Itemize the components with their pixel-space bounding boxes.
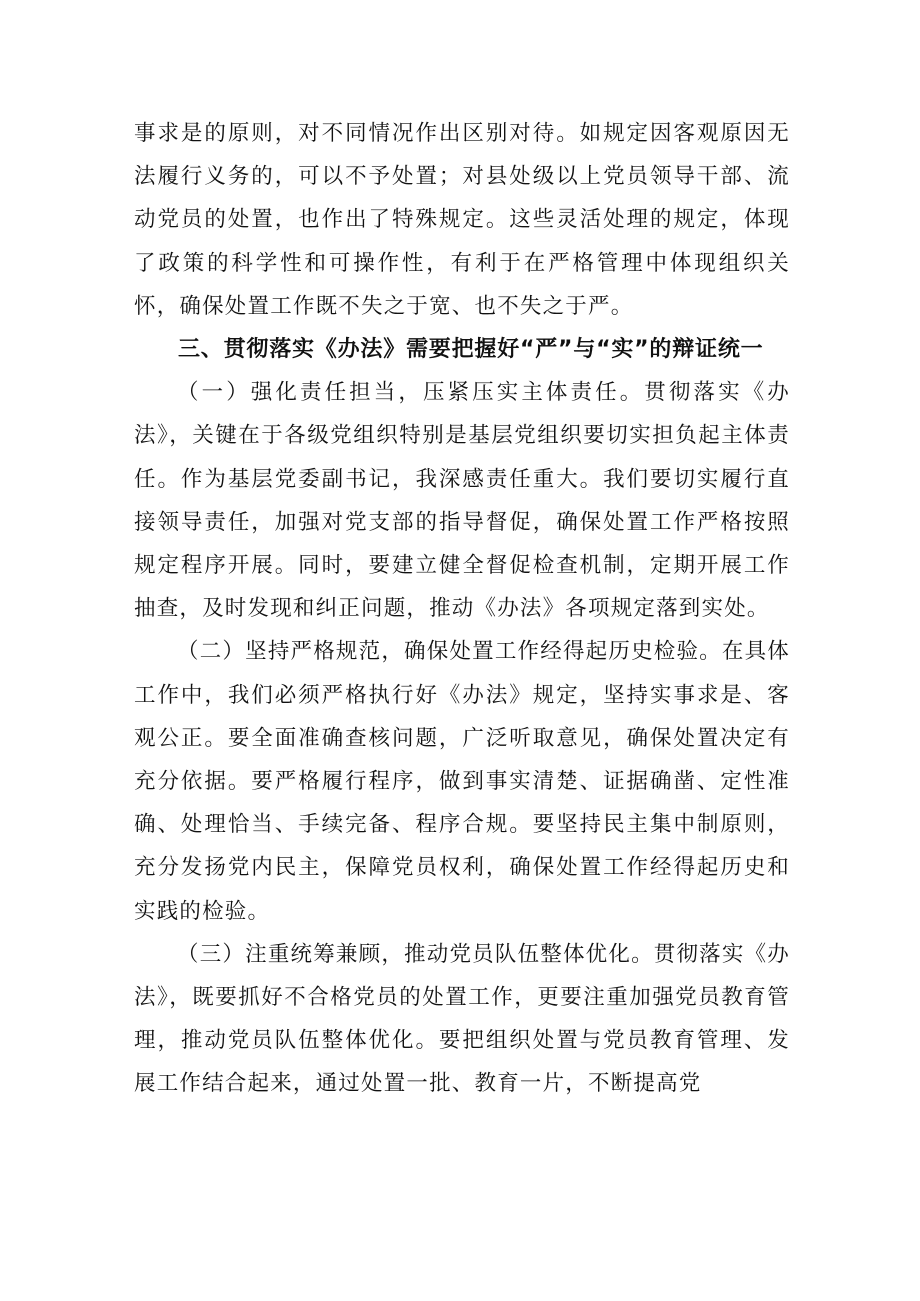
- document-body: [134, 112, 790, 1106]
- paragraph-2: （二）坚持严格规范，确保处置工作经得起历史检验。在具体工作中，我们必须严格执行好《办法》规定，坚持实事求是、客观公正。要全面准确查核问题，广泛听取意见，确保处置决定有充分依据。要严格履行程序，做到事实清楚、证据确凿、定性准确、处理恰当、手续完备、程序合规。要坚持民主集中制原则，充分发扬党内民主，保障党员权利，确保处置工作经得起历史和实践的检验。: [134, 639, 790, 924]
- paragraph-1: （一）强化责任担当，压紧压实主体责任。贯彻落实《办法》，关键在于各级党组织特别是基层党组织要切实担负起主体责任。作为基层党委副书记，我深感责任重大。我们要切实履行直接领导责任，加强对党支部的指导督促，确保处置工作严格按照规定程序开展。同时，要建立健全督促检查机制，定期开展工作抽查，及时发现和纠正问题，推动《办法》各项规定落到实处。: [134, 380, 790, 622]
- paragraph-3: （三）注重统筹兼顾，推动党员队伍整体优化。贯彻落实《办法》，既要抓好不合格党员的处置工作，更要注重加强党员教育管理，推动党员队伍整体优化。要把组织处置与党员教育管理、发展工作结合起来，通过处置一批、教育一片，不断提高党: [134, 941, 790, 1097]
- section-heading: 三、贯彻落实《办法》需要把握好“严”与“实”的辩证统一: [178, 337, 764, 363]
- paragraph-continuation: 事求是的原则，对不同情况作出区别对待。如规定因客观原因无法履行义务的，可以不予处置；对县处级以上党员领导干部、流动党员的处置，也作出了特殊规定。这些灵活处理的规定，体现了政策的科学性和可操作性，有利于在严格管理中体现组织关怀，确保处置工作既不失之于宽、也不失之于严。: [134, 121, 790, 319]
